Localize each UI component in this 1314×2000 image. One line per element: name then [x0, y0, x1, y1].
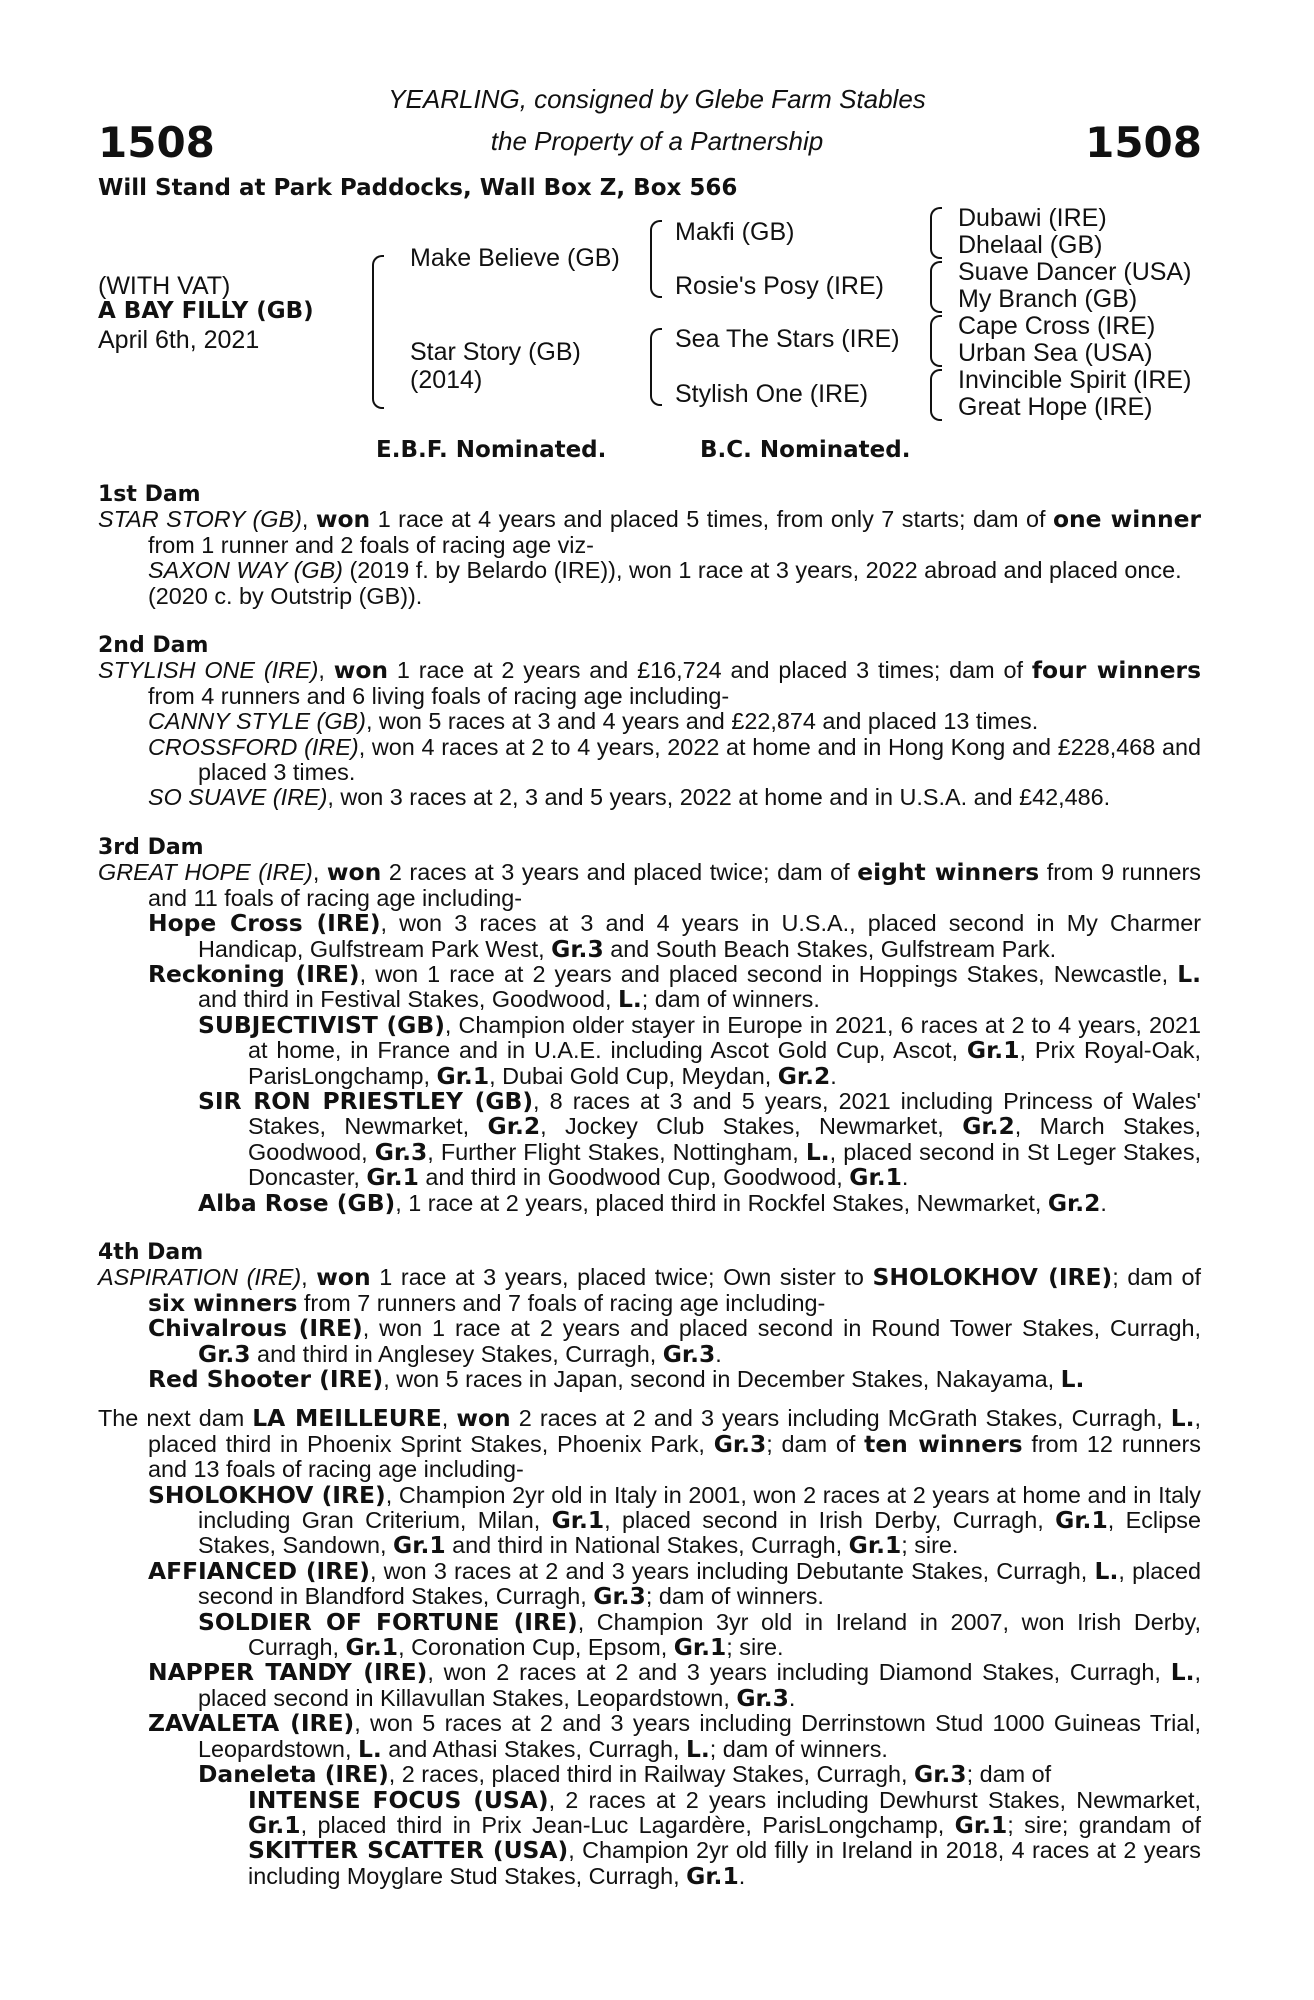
text-run: , Eclipse Stakes, Sandown,: [198, 1507, 1201, 1559]
bold-text: SKITTER SCATTER (USA): [248, 1836, 569, 1865]
bold-text: L.: [1060, 1365, 1085, 1393]
text-run: ; dam of: [766, 1430, 865, 1457]
bold-text: Gr.2: [487, 1112, 541, 1141]
italic-text: CANNY STYLE (GB): [148, 708, 366, 735]
text-run: , won 3 races at 3 and 4 years in U.S.A., placed second in My Charmer Handicap, Gulfstream Park West,: [198, 910, 1201, 962]
bold-text: Gr.1: [1055, 1506, 1108, 1535]
bold-text: L.: [1177, 959, 1201, 988]
pedigree-dam-dam: Stylish One (IRE): [675, 380, 869, 408]
text-run: , Champion 2yr old in Italy in 2001, won 2 races at 2 years at home and in Italy including Gran Criterium, Milan,: [198, 1481, 1201, 1534]
text-run: ,: [441, 1405, 457, 1432]
bold-text: Gr.3: [736, 1683, 789, 1712]
bold-text: Gr.1: [366, 1163, 419, 1192]
pedigree-sire-dam: Rosie's Posy (IRE): [675, 272, 884, 300]
text-run: , 1 race at 2 years, placed third in Rockfel Stakes, Newmarket,: [395, 1189, 1048, 1216]
foaling-date: April 6th, 2021: [98, 326, 260, 354]
italic-text: SAXON WAY (GB): [148, 557, 343, 584]
text-run: , Prix Royal-Oak, ParisLongchamp,: [248, 1037, 1201, 1089]
bold-text: ten winners: [864, 1429, 1023, 1458]
pedigree-dam: Star Story (GB): [410, 338, 581, 366]
text-run: from 12 runners and 13 foals of racing age including-: [148, 1430, 1202, 1483]
family-entry: [98, 911, 1201, 962]
text-run: , Jockey Club Stakes, Newmarket,: [540, 1113, 963, 1140]
text-run: , won 1 race at 2 years and placed second in Round Tower Stakes, Curragh,: [362, 1315, 1202, 1342]
pedigree-brace-7: [930, 369, 942, 421]
text-run: , Champion older stayer in Europe in 2021, 6 races at 2 to 4 years, 2021 at home, in France and in U.A.E. including Ascot Gold Cup, Ascot,: [248, 1011, 1201, 1064]
text-run: , Champion 2yr old filly in Ireland in 2018, 4 races at 2 years including Moyglare Stud Stakes, Curragh,: [248, 1837, 1201, 1889]
bold-text: L.: [686, 1734, 710, 1763]
italic-text: CROSSFORD (IRE): [148, 733, 359, 760]
bold-text: SIR RON PRIESTLEY (GB): [198, 1086, 534, 1115]
bold-text: LA MEILLEURE: [252, 1404, 442, 1433]
family-entry: [98, 1762, 1201, 1787]
bold-text: Gr.3: [662, 1339, 716, 1368]
bold-text: won: [316, 1263, 371, 1292]
text-run: , March Stakes, Goodwood,: [248, 1113, 1201, 1165]
consignment-line-2: the Property of a Partnership: [490, 126, 824, 156]
text-run: ,: [318, 657, 334, 684]
pedigree-gen3-7: Invincible Spirit (IRE): [958, 366, 1192, 394]
family-entry: [98, 507, 1201, 558]
family-entry: [98, 785, 1201, 810]
bold-text: Gr.2: [1047, 1188, 1101, 1217]
lot-number-right: 1508: [1085, 118, 1202, 167]
text-run: ,: [301, 506, 316, 533]
section-heading: 1st Dam: [98, 482, 201, 507]
bold-text: Gr.3: [198, 1339, 251, 1368]
text-run: 2 races at 3 years and placed twice; dam of: [381, 859, 858, 886]
pedigree-brace-4: [930, 207, 942, 259]
italic-text: STYLISH ONE (IRE): [98, 657, 319, 684]
bold-text: Gr.1: [966, 1036, 1020, 1065]
text-run: .: [738, 1862, 746, 1889]
bold-text: Gr.3: [593, 1582, 646, 1611]
bold-text: Alba Rose (GB): [198, 1188, 396, 1217]
text-run: , won 3 races at 2 and 3 years including Debutante Stakes, Curragh,: [369, 1557, 1095, 1584]
text-run: , won 5 races at 3 and 4 years and £22,874 and placed 13 times.: [365, 708, 1039, 735]
bold-text: six winners: [148, 1288, 298, 1317]
text-run: , placed second in Irish Derby, Curragh,: [604, 1507, 1056, 1534]
family-entry: [98, 1711, 1201, 1762]
text-run: , won 1 race at 2 years and placed second in Hoppings Stakes, Newcastle,: [359, 960, 1178, 987]
bold-text: won: [326, 858, 382, 887]
family-entry: [98, 1265, 1201, 1316]
italic-text: STAR STORY (GB): [98, 506, 302, 533]
bold-text: NAPPER TANDY (IRE): [148, 1658, 428, 1687]
pedigree-brace-1: [372, 255, 384, 409]
text-run: .: [830, 1062, 837, 1089]
text-run: and Athasi Stakes, Curragh,: [381, 1735, 686, 1762]
text-run: ; dam of: [1112, 1264, 1201, 1291]
family-entry: [98, 1367, 1201, 1392]
bold-text: Gr.1: [248, 1810, 301, 1839]
family-entry: [98, 1316, 1201, 1367]
italic-text: SO SUAVE (IRE): [148, 784, 328, 811]
pedigree-dam-sire: Sea The Stars (IRE): [675, 325, 900, 353]
pedigree-gen3-3: Suave Dancer (USA): [958, 258, 1192, 286]
text-run: ; sire; grandam of: [1007, 1811, 1201, 1838]
dam-family-text: [98, 482, 1201, 1889]
stand-location: Will Stand at Park Paddocks, Wall Box Z, Box 566: [98, 175, 738, 201]
text-run: from 7 runners and 7 foals of racing age including-: [297, 1289, 826, 1316]
text-run: 1 race at 2 years and £16,724 and placed 3 times; dam of: [388, 657, 1032, 684]
bold-text: SUBJECTIVIST (GB): [198, 1010, 445, 1039]
consignment-line-1: YEARLING, consigned by Glebe Farm Stables: [388, 84, 926, 114]
text-run: , 8 races at 3 and 5 years, 2021 including Princess of Wales' Stakes, Newmarket,: [248, 1087, 1201, 1140]
family-entry: [98, 709, 1201, 734]
bold-text: won: [315, 505, 371, 534]
text-run: , 2 races, placed third in Railway Stakes, Curragh,: [388, 1761, 915, 1788]
pedigree-gen3-4: My Branch (GB): [958, 285, 1138, 313]
bold-text: eight winners: [857, 858, 1040, 887]
bold-text: L.: [1170, 1658, 1195, 1687]
bold-text: four winners: [1031, 656, 1201, 685]
section-heading: 2nd Dam: [98, 633, 209, 659]
text-run: ,: [301, 1264, 317, 1291]
text-run: and South Beach Stakes, Gulfstream Park.: [603, 935, 1057, 962]
text-run: The next dam: [98, 1405, 253, 1432]
family-entry: [98, 1010, 1201, 1090]
text-run: , Coronation Cup, Epsom,: [398, 1634, 674, 1661]
bold-text: AFFIANCED (IRE): [148, 1556, 370, 1585]
text-run: .: [715, 1340, 722, 1367]
pedigree-brace-6: [930, 315, 942, 367]
text-run: , Further Flight Stakes, Nottingham,: [427, 1138, 806, 1165]
bold-text: L.: [805, 1137, 830, 1166]
lot-number-left: 1508: [98, 118, 215, 167]
text-run: , Champion 3yr old in Ireland in 2007, won Irish Derby, Curragh,: [248, 1608, 1202, 1661]
text-run: 2 races at 2 and 3 years including McGrath Stakes, Curragh,: [510, 1405, 1171, 1432]
bold-text: won: [456, 1404, 511, 1433]
text-run: and third in Goodwood Cup, Goodwood,: [418, 1164, 850, 1191]
bold-text: SOLDIER OF FORTUNE (IRE): [198, 1607, 578, 1636]
bc-nominated: B.C. Nominated.: [700, 437, 911, 463]
text-run: ; dam of winners.: [645, 1583, 824, 1610]
vat-note: (WITH VAT): [98, 272, 231, 300]
pedigree-gen3-8: Great Hope (IRE): [958, 393, 1153, 421]
pedigree-brace-3: [650, 328, 662, 406]
family-entry: [98, 1480, 1201, 1560]
text-run: , placed third in Prix Jean-Luc Lagardère, ParisLongchamp,: [300, 1811, 955, 1838]
text-run: , won 2 races at 2 and 3 years including Diamond Stakes, Curragh,: [427, 1659, 1171, 1686]
pedigree-dam-year: (2014): [410, 366, 483, 394]
text-run: , placed third in Phoenix Sprint Stakes, Phoenix Park,: [148, 1405, 1201, 1457]
text-run: from 1 runner and 2 foals of racing age viz-: [148, 531, 594, 558]
text-run: and third in National Stakes, Curragh,: [445, 1532, 849, 1559]
bold-text: Red Shooter (IRE): [148, 1365, 384, 1393]
bold-text: Hope Cross (IRE): [148, 909, 381, 938]
text-run: ,: [312, 859, 327, 886]
text-run: from 4 runners and 6 living foals of racing age including-: [148, 682, 730, 709]
pedigree-sire-sire: Makfi (GB): [675, 218, 795, 246]
family-entry: [98, 1607, 1202, 1662]
text-run: (2019 f. by Belardo (IRE)), won 1 race at 3 years, 2022 abroad and placed once.: [342, 557, 1182, 584]
bold-text: Gr.1: [393, 1531, 446, 1560]
text-run: and third in Anglesey Stakes, Curragh,: [250, 1340, 663, 1367]
pedigree-sire: Make Believe (GB): [410, 244, 620, 272]
family-entry-continuation: [98, 1785, 1201, 1890]
pedigree-gen3-5: Cape Cross (IRE): [958, 312, 1156, 340]
family-entry: [98, 959, 1201, 1014]
bold-text: won: [333, 656, 389, 685]
family-entry: [98, 735, 1201, 786]
bold-text: Gr.3: [713, 1429, 767, 1458]
text-run: 1 race at 3 years, placed twice; Own sister to: [370, 1264, 873, 1291]
bold-text: Chivalrous (IRE): [148, 1314, 363, 1343]
text-run: and third in Festival Stakes, Goodwood,: [198, 986, 618, 1013]
text-run: .: [1100, 1189, 1107, 1216]
text-run: , 2 races at 2 years including Dewhurst Stakes, Newmarket,: [548, 1786, 1201, 1813]
bold-text: L.: [1170, 1404, 1195, 1433]
bold-text: Gr.1: [673, 1633, 727, 1662]
family-entry: [98, 658, 1201, 709]
pedigree-brace-2: [650, 220, 662, 298]
family-entry: [98, 584, 1201, 609]
italic-text: GREAT HOPE (IRE): [98, 859, 313, 886]
text-run: , placed second in Blandford Stakes, Curragh,: [198, 1557, 1201, 1610]
section-heading: 4th Dam: [98, 1239, 204, 1265]
bold-text: SHOLOKHOV (IRE): [872, 1263, 1113, 1292]
text-run: , placed second in Killavullan Stakes, Leopardstown,: [198, 1659, 1201, 1711]
text-run: from 9 runners and 11 foals of racing age including-: [148, 859, 1201, 911]
bold-text: Gr.2: [962, 1112, 1015, 1141]
bold-text: Daneleta (IRE): [198, 1760, 389, 1789]
bold-text: Gr.2: [777, 1061, 831, 1090]
text-run: .: [901, 1164, 909, 1191]
bold-text: Reckoning (IRE): [148, 959, 360, 988]
bold-text: SHOLOKHOV (IRE): [148, 1480, 386, 1509]
horse-name: A BAY FILLY (GB): [98, 298, 314, 324]
text-run: , won 5 races at 2 and 3 years including Derrinstown Stud 1000 Guineas Trial, Leopardstown,: [198, 1710, 1201, 1762]
family-entry: [98, 860, 1201, 911]
section-heading: 3rd Dam: [98, 834, 204, 860]
text-run: 1 race at 4 years and placed 5 times, from only 7 starts; dam of: [370, 506, 1053, 533]
text-run: ; dam of winners.: [709, 1735, 888, 1762]
bold-text: Gr.1: [686, 1861, 739, 1890]
bold-text: ZAVALETA (IRE): [148, 1709, 355, 1738]
bold-text: Gr.1: [436, 1061, 490, 1090]
bold-text: Gr.3: [914, 1760, 967, 1789]
text-run: ; sire.: [901, 1532, 959, 1559]
text-run: ; dam of winners.: [641, 986, 820, 1013]
ebf-nominated: E.B.F. Nominated.: [376, 437, 607, 463]
text-run: ; sire.: [726, 1634, 784, 1661]
text-run: , won 3 races at 2, 3 and 5 years, 2022 at home and in U.S.A. and £42,486.: [327, 784, 1111, 811]
text-run: ; dam of: [966, 1761, 1052, 1788]
family-entry: [98, 1086, 1202, 1192]
pedigree-brace-5: [930, 261, 942, 313]
bold-text: Gr.1: [849, 1163, 902, 1192]
bold-text: Gr.1: [848, 1531, 902, 1560]
family-entry: [98, 1188, 1201, 1217]
text-run: (2020 c. by Outstrip (GB)).: [148, 582, 423, 609]
bold-text: L.: [617, 985, 642, 1014]
family-entry: [98, 558, 1201, 583]
pedigree-gen3-2: Dhelaal (GB): [958, 231, 1103, 259]
bold-text: L.: [1094, 1556, 1119, 1585]
bold-text: L.: [357, 1734, 382, 1763]
bold-text: Gr.1: [954, 1810, 1008, 1839]
bold-text: Gr.3: [374, 1137, 428, 1166]
italic-text: ASPIRATION (IRE): [98, 1264, 302, 1291]
family-entry: [98, 1406, 1201, 1482]
text-run: , won 4 races at 2 to 4 years, 2022 at home and in Hong Kong and £228,468 and placed 3 times.: [198, 733, 1201, 786]
pedigree-gen3-6: Urban Sea (USA): [958, 339, 1153, 367]
text-run: .: [788, 1684, 796, 1711]
bold-text: Gr.1: [551, 1506, 605, 1535]
family-entry: [98, 1556, 1201, 1611]
pedigree-gen3-1: Dubawi (IRE): [958, 204, 1107, 232]
bold-text: Gr.1: [345, 1633, 399, 1662]
text-run: , placed second in St Leger Stakes, Doncaster,: [248, 1138, 1202, 1191]
bold-text: Gr.3: [551, 934, 604, 963]
text-run: , won 5 races in Japan, second in December Stakes, Nakayama,: [383, 1366, 1061, 1392]
text-run: , Dubai Gold Cup, Meydan,: [489, 1062, 778, 1089]
bold-text: one winner: [1052, 505, 1202, 534]
bold-text: INTENSE FOCUS (USA): [248, 1785, 549, 1814]
family-entry: [98, 1660, 1201, 1711]
